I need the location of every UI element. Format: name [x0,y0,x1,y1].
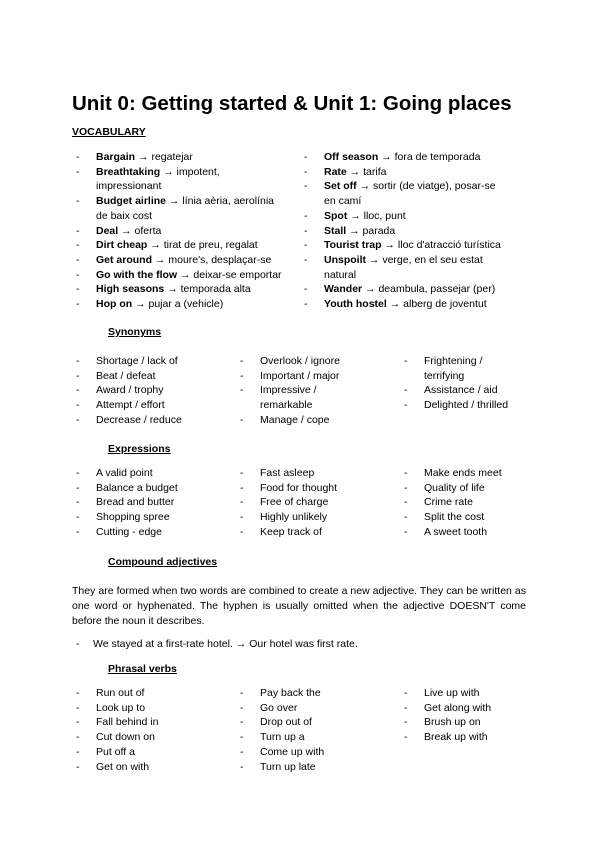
expression-item-text: Keep track of [260,525,322,538]
vocab-definition: tirat de preu, regalat [163,239,258,252]
bullet-dash: - [304,239,308,252]
bullet-dash: - [76,481,80,494]
synonym-item [76,413,182,428]
synonym-item-text: Important / major [260,369,340,382]
vocab-definition: deambula, passejar (per) [378,283,496,296]
expression-item [240,481,337,496]
expression-item-text: Quality of life [424,481,485,494]
expression-item [76,510,178,525]
synonym-item-text: Frightening / [424,355,483,367]
synonym-item-text: Impressive / [260,384,317,397]
page-title: Unit 0: Getting started & Unit 1: Going places [72,92,512,115]
expression-item [404,466,502,481]
phrasal-verb-item-text: Get on with [96,760,150,773]
vocab-definition: natural [324,268,357,281]
synonym-item [404,354,508,383]
bullet-dash: - [76,399,80,412]
vocab-line: Stall → parada [324,224,396,237]
vocab-item [304,179,501,208]
bullet-dash: - [304,151,308,163]
phrasal-verb-item-text: Put off a [96,745,135,758]
vocab-term: Bargain [96,151,136,163]
vocab-item [76,165,282,194]
vocab-term: Set off [324,180,357,193]
expression-item [240,525,337,540]
bullet-dash: - [404,467,408,479]
vocab-definition: alberg de joventut [403,298,487,311]
bullet-dash: - [240,731,244,744]
bullet-dash: - [76,253,80,266]
synonyms-list-col3 [404,354,508,413]
compound-example [76,638,358,650]
vocab-term: Unspoilt [324,253,366,266]
vocab-term: Deal [96,224,119,237]
bullet-dash: - [240,525,244,538]
phrasal-verb-item-text: Turn up late [260,760,316,773]
bullet-dash: - [76,760,80,773]
vocab-definition: lloc d'atracció turística [397,239,501,252]
vocab-item [76,282,282,297]
bullet-dash: - [304,209,308,222]
vocab-line: Budget airline → línia aèria, aerolínia [96,195,274,208]
bullet-dash: - [240,481,244,494]
phrasal-list-col1 [76,686,158,774]
bullet-dash: - [76,355,80,367]
vocab-line: Set off → sortir (de viatge), posar-se [324,180,496,193]
synonyms-heading: Synonyms [108,326,162,338]
bullet-dash: - [76,268,80,281]
bullet-dash: - [76,511,80,524]
vocab-line: Go with the flow → deixar-se emportar [96,268,282,281]
vocab-term: Go with the flow [96,268,178,281]
bullet-dash: - [404,731,408,744]
vocab-item [304,253,501,282]
synonym-item-text: Award / trophy [96,384,164,397]
expression-item-text: Crime rate [424,496,474,509]
synonym-item [76,383,182,398]
synonym-item-text: Beat / defeat [96,369,156,382]
vocab-line [324,268,501,283]
vocab-definition: de baix cost [96,209,153,222]
synonym-item [240,369,340,384]
phrasal-verb-item-text: Drop out of [260,716,312,729]
bullet-dash: - [76,384,80,397]
vocab-definition: oferta [134,224,162,237]
bullet-dash: - [76,745,80,758]
vocab-line: Hop on → pujar a (vehicle) [96,298,224,311]
bullet-dash: - [76,413,80,426]
vocab-term: High seasons [96,283,165,296]
vocab-definition: moure's, desplaçar-se [168,253,272,266]
bullet-dash: - [76,467,80,479]
phrasal-verb-item [240,686,324,701]
synonym-item [240,383,340,412]
vocab-line: Spot → lloc, punt [324,209,406,222]
vocab-definition: tarifa [363,165,387,178]
bullet-dash: - [76,638,80,650]
vocab-item [76,194,282,223]
vocab-term: Breathtaking [96,165,161,178]
phrasal-verb-item [240,760,324,775]
bullet-dash: - [404,399,408,412]
phrasal-verb-item-text: Look up to [96,701,146,714]
vocab-term: Spot [324,209,348,222]
bullet-dash: - [304,283,308,296]
synonym-item [404,398,508,413]
phrasal-verb-item [240,745,324,760]
phrasal-verb-item [240,715,324,730]
vocab-definition: en camí [324,195,362,208]
vocab-item [76,224,282,239]
expressions-list-col3 [404,466,502,540]
expression-item-text: Make ends meet [424,467,502,479]
bullet-dash: - [304,165,308,178]
vocab-item [304,209,501,224]
vocab-definition: lloc, punt [363,209,406,222]
bullet-dash: - [304,180,308,193]
bullet-dash: - [404,525,408,538]
expression-item-text: A sweet tooth [424,525,488,538]
bullet-dash: - [240,687,244,699]
synonym-item [404,383,508,398]
bullet-dash: - [240,413,244,426]
vocab-term: Budget airline [96,195,167,208]
phrasal-verb-item [240,730,324,745]
expression-item [240,495,337,510]
bullet-dash: - [76,496,80,509]
phrasal-verb-item [76,686,158,701]
phrasal-verb-item [404,730,491,745]
vocab-term: Off season [324,151,379,163]
phrasal-verb-item-text: Cut down on [96,731,155,744]
phrasal-verb-item-text: Turn up a [260,731,305,744]
vocab-item [304,165,501,180]
phrasal-verb-item [404,701,491,716]
synonym-item-text: Shortage / lack of [96,355,178,367]
synonyms-list-col1 [76,354,182,428]
phrasal-verb-item-text: Break up with [424,731,488,744]
bullet-dash: - [404,384,408,397]
synonym-item-text: terrifying [424,369,465,382]
synonym-item-text: Attempt / effort [96,399,165,412]
bullet-dash: - [76,525,80,538]
expression-item-text: Highly unlikely [260,511,328,524]
bullet-dash: - [240,701,244,714]
compound-adjectives-heading: Compound adjectives [108,556,218,568]
bullet-dash: - [240,496,244,509]
vocab-definition: deixar-se emportar [193,268,282,281]
vocab-term: Hop on [96,298,133,311]
bullet-dash: - [404,701,408,714]
phrasal-verb-item-text: Fall behind in [96,716,159,729]
vocab-line: Rate → tarifa [324,165,387,178]
phrasal-verbs-heading: Phrasal verbs [108,663,177,675]
expression-item [404,481,502,496]
expression-item [240,466,337,481]
phrasal-verb-item [76,760,158,775]
vocab-term: Tourist trap [324,239,382,252]
vocab-line: Tourist trap → lloc d'atracció turística [324,239,501,252]
expression-item-text: Food for thought [260,481,338,494]
bullet-dash: - [76,298,80,311]
bullet-dash: - [76,151,80,163]
vocab-line: Off season → fora de temporada [324,151,481,163]
bullet-dash: - [240,760,244,773]
vocab-term: Dirt cheap [96,239,148,252]
vocabulary-heading: VOCABULARY [72,126,146,138]
vocab-line: Wander → deambula, passejar (per) [324,283,496,296]
bullet-dash: - [404,355,408,367]
vocab-definition: línia aèria, aerolínia [182,195,274,208]
vocab-line [96,179,282,194]
bullet-dash: - [240,716,244,729]
vocab-line: Deal → oferta [96,224,162,237]
phrasal-verb-item-text: Get along with [424,701,492,714]
vocab-item [76,150,282,165]
bullet-dash: - [404,511,408,524]
vocab-line [324,194,501,209]
synonym-item-text: Delighted / thrilled [424,399,509,412]
bullet-dash: - [76,224,80,237]
expressions-heading: Expressions [108,443,171,455]
phrasal-verb-item [76,715,158,730]
vocabulary-list-right [304,150,501,312]
expression-item [404,510,502,525]
compound-example-text: We stayed at a first-rate hotel. → Our hotel was first rate. [93,638,358,650]
synonym-item [240,413,340,428]
vocab-definition: sortir (de viatge), posar-se [373,180,496,193]
bullet-dash: - [76,687,80,699]
vocab-line: Unspoilt → verge, en el seu estat [324,253,483,266]
bullet-dash: - [76,731,80,744]
bullet-dash: - [404,481,408,494]
expression-item-text: Bread and butter [96,496,175,509]
bullet-dash: - [76,283,80,296]
expression-item [404,525,502,540]
vocab-item [76,268,282,283]
synonym-item [76,369,182,384]
expression-item [76,495,178,510]
expression-item-text: Cutting - edge [96,525,162,538]
vocab-item [76,253,282,268]
synonym-item-text: remarkable [260,399,313,412]
phrasal-verb-item-text: Pay back the [260,687,321,699]
synonym-item [76,398,182,413]
synonym-item-text: Overlook / ignore [260,355,340,367]
bullet-dash: - [240,369,244,382]
phrasal-verb-item [76,701,158,716]
phrasal-verb-item [240,701,324,716]
expression-item-text: A valid point [96,467,153,479]
vocab-item [304,150,501,165]
phrasal-verb-item [404,686,491,701]
bullet-dash: - [304,298,308,311]
compound-adjectives-paragraph: They are formed when two words are combined to create a new adjective. They can be written as one word or hyphenated. The hyphen is usually omitted when the adjective DOESN'T come before the noun it describes. [72,585,526,627]
bullet-dash: - [240,745,244,758]
vocab-item [76,297,282,312]
bullet-dash: - [76,369,80,382]
vocab-line: Get around → moure's, desplaçar-se [96,253,272,266]
expression-item [240,510,337,525]
vocab-definition: verge, en el seu estat [382,253,483,266]
vocab-item [304,282,501,297]
expressions-list-col1 [76,466,178,540]
bullet-dash: - [404,687,408,699]
vocab-definition: impotent, [176,165,220,178]
vocab-line: High seasons → temporada alta [96,283,251,296]
phrasal-verb-item [76,745,158,760]
bullet-dash: - [304,253,308,266]
phrasal-list-col2 [240,686,324,774]
bullet-dash: - [240,467,244,479]
vocab-line: Bargain → regatejar [96,151,193,163]
bullet-dash: - [404,496,408,509]
synonym-item [76,354,182,369]
phrasal-verb-item-text: Come up with [260,745,325,758]
bullet-dash: - [404,716,408,729]
synonym-item [240,354,340,369]
synonyms-list-col2 [240,354,340,428]
vocab-item [76,238,282,253]
vocab-line [96,209,282,224]
vocab-term: Youth hostel [324,298,387,311]
vocab-line: Breathtaking → impotent, [96,165,220,178]
expression-item-text: Fast asleep [260,467,315,479]
phrasal-verb-item-text: Run out of [96,687,145,699]
bullet-dash: - [76,165,80,178]
expression-item [76,481,178,496]
bullet-dash: - [304,224,308,237]
bullet-dash: - [76,701,80,714]
vocab-item [304,224,501,239]
bullet-dash: - [76,195,80,208]
synonym-item-text: Assistance / aid [424,384,498,397]
vocab-item [304,297,501,312]
vocab-definition: regatejar [151,151,193,163]
expression-item [76,525,178,540]
expression-item-text: Shopping spree [96,511,170,524]
phrasal-verb-item [404,715,491,730]
vocab-definition: parada [362,224,396,237]
phrasal-verb-item-text: Go over [260,701,298,714]
expression-item [404,495,502,510]
bullet-dash: - [240,511,244,524]
expression-item-text: Free of charge [260,496,329,509]
expressions-list-col2 [240,466,337,540]
vocab-line: Youth hostel → alberg de joventut [324,298,487,311]
expression-item-text: Balance a budget [96,481,178,494]
vocab-definition: fora de temporada [394,151,481,163]
synonym-item-text: Decrease / reduce [96,413,182,426]
vocab-item [304,238,501,253]
vocab-definition: impressionant [96,180,162,193]
vocab-definition: temporada alta [180,283,251,296]
vocab-term: Get around [96,253,153,266]
phrasal-verb-item-text: Brush up on [424,716,481,729]
bullet-dash: - [76,716,80,729]
vocab-definition: pujar a (vehicle) [148,298,224,311]
vocab-line: Dirt cheap → tirat de preu, regalat [96,239,258,252]
phrasal-verb-item-text: Live up with [424,687,480,699]
bullet-dash: - [240,384,244,397]
vocab-term: Rate [324,165,347,178]
phrasal-verb-item [76,730,158,745]
expression-item-text: Split the cost [424,511,485,524]
vocab-term: Wander [324,283,363,296]
synonym-item-text: Manage / cope [260,413,330,426]
bullet-dash: - [240,355,244,367]
bullet-dash: - [76,239,80,252]
expression-item [76,466,178,481]
phrasal-list-col3 [404,686,491,745]
vocabulary-list-left [76,150,282,312]
vocab-term: Stall [324,224,347,237]
